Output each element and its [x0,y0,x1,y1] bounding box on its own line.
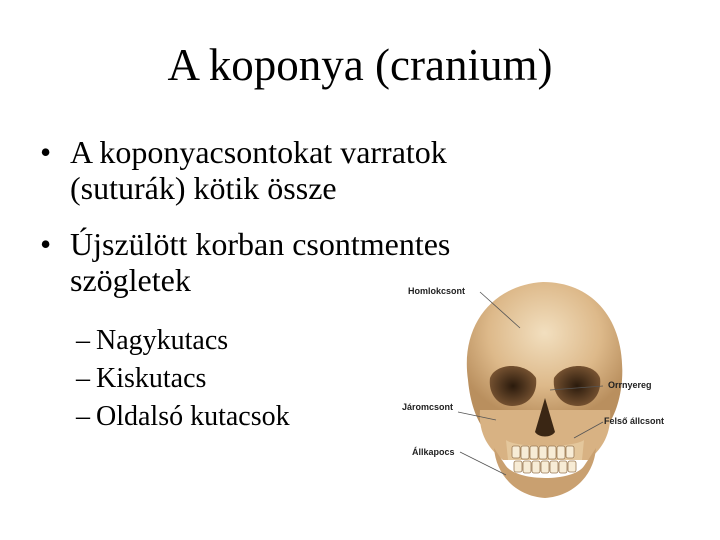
dash-icon: – [76,401,90,432]
bullet-line: Újszülött korban csontmentes [70,226,451,262]
slide-title: A koponya (cranium) [167,40,553,90]
sub-bullet-item [76,322,290,360]
skull-icon [398,270,708,500]
bullet-text [70,134,447,206]
label-felso-allcsont: Felső állcsont [604,416,665,426]
label-allkapocs: Állkapocs [412,447,455,457]
sub-bullet-list [76,322,290,436]
bullet-line: szögletek [70,262,191,298]
sub-bullet-label: Nagykutacs [96,325,229,356]
sub-bullet-item [76,398,290,436]
sub-bullet-label: Oldalsó kutacsok [96,401,290,432]
label-orrnyereg: Orrnyereg [608,380,652,390]
bullet-line: A koponyacsontokat varratok [70,134,447,170]
skull-illustration [398,270,708,500]
bullet-dot-icon: • [40,226,52,262]
sub-bullet-label: Kiskutacs [96,363,207,394]
bullet-text [70,226,450,298]
label-homlokcsont: Homlokcsont [408,286,466,296]
label-jaromcsont: Járomcsont [402,402,454,412]
dash-icon: – [76,325,90,356]
bullet-line: (suturák) kötik össze [70,170,337,206]
dash-icon: – [76,363,90,394]
sub-bullet-item [76,360,290,398]
bullet-dot-icon: • [40,134,52,170]
